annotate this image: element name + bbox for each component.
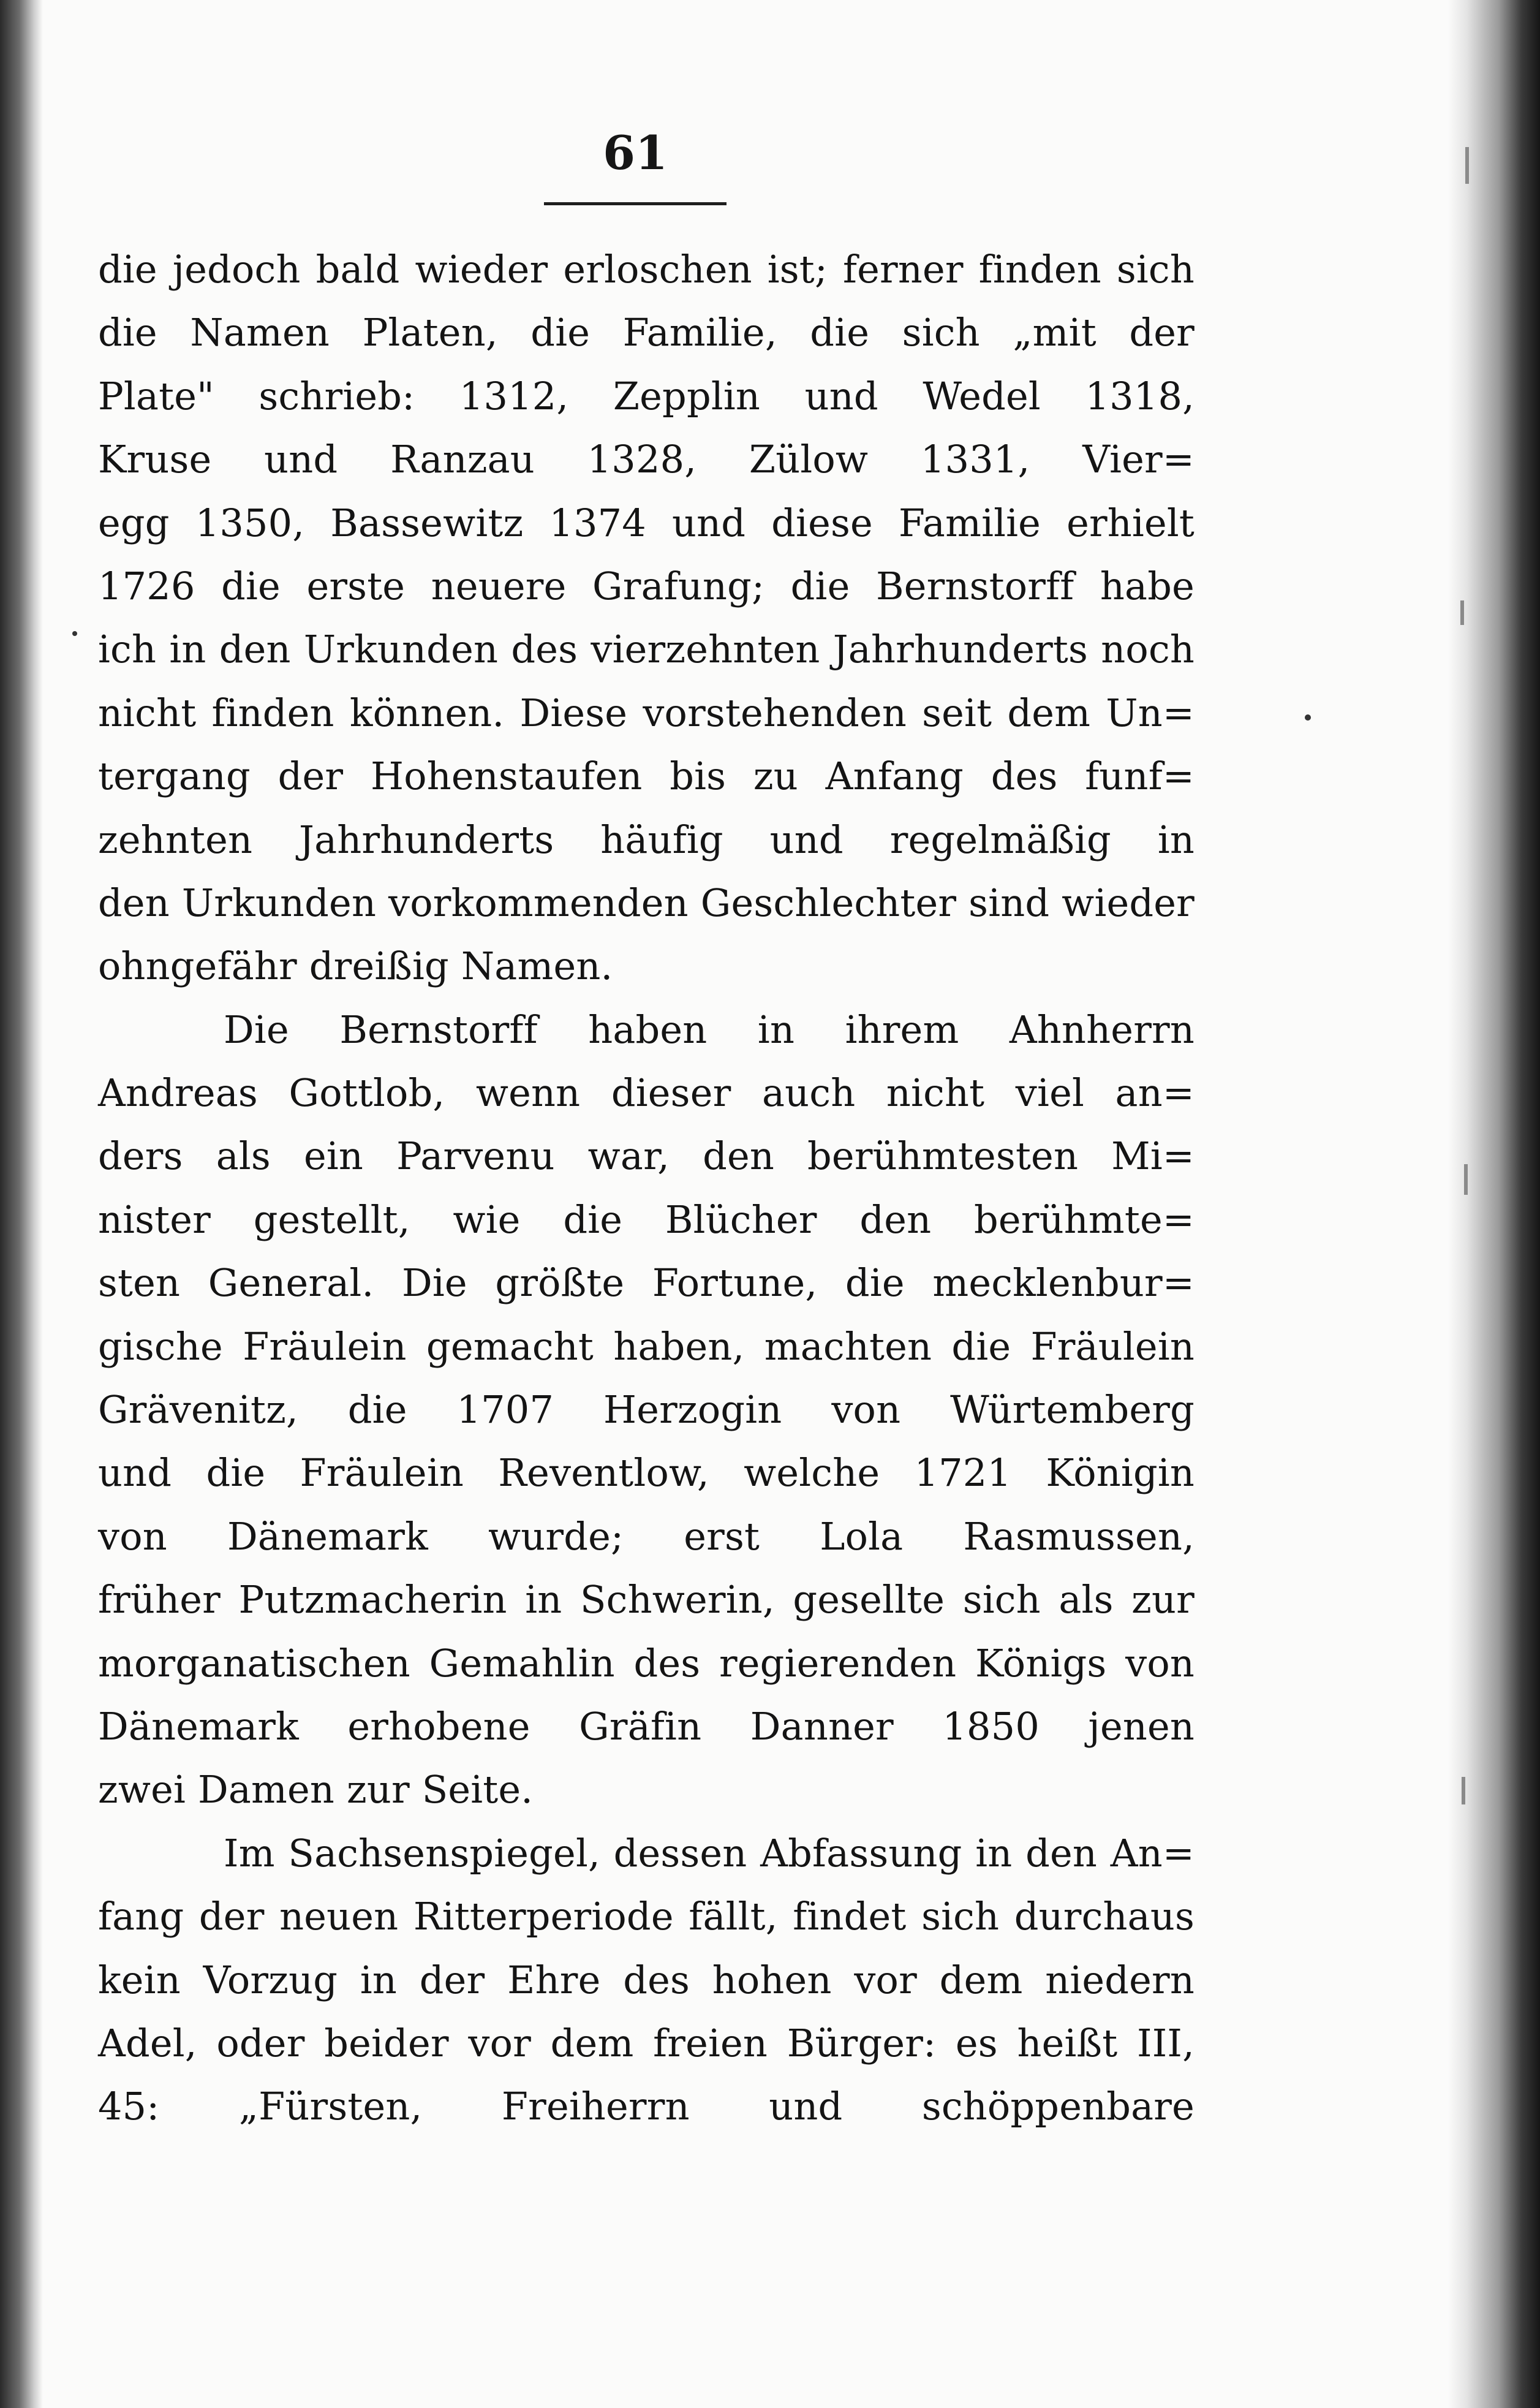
ink-speck [1305, 714, 1311, 721]
text-line: Plate" schrieb: 1312, Zepplin und Wedel 1318, [98, 373, 1195, 418]
bleed-through-mark [1460, 600, 1464, 625]
text-line: die Namen Platen, die Familie, die sich „mit der [98, 310, 1195, 355]
text-line: den Urkunden vorkommenden Geschlechter sind wieder [98, 880, 1195, 925]
text-line: von Dänemark wurde; erst Lola Rasmussen, [98, 1513, 1195, 1559]
text-line: kein Vorzug in der Ehre des hohen vor dem niedern [98, 1957, 1195, 2002]
text-line: 45: „Fürsten, Freiherrn und schöppenbare [98, 2084, 1195, 2129]
text-line: gische Fräulein gemacht haben, machten die Fräulein [98, 1323, 1195, 1369]
text-line: 1726 die erste neuere Grafung; die Bernstorff habe [98, 563, 1195, 608]
text-line: Andreas Gottlob, wenn dieser auch nicht viel an= [98, 1070, 1195, 1116]
text-line: ders als ein Parvenu war, den berühmtesten Mi= [98, 1134, 1195, 1179]
scan-edge-right [1448, 0, 1540, 2408]
text-line: ohngefähr dreißig Namen. [98, 944, 613, 989]
text-line: morganatischen Gemahlin des regierenden Königs von [98, 1640, 1195, 1686]
text-line: sten General. Die größte Fortune, die mecklenbur= [98, 1260, 1195, 1306]
text-line: die jedoch bald wieder erloschen ist; ferner finden sich [98, 247, 1195, 292]
text-line: fang der neuen Ritterperiode fällt, findet sich durchaus [98, 1894, 1195, 1939]
text-line: Die Bernstorff haben in ihrem Ahnherrn [224, 1007, 1195, 1052]
page-number: 61 [603, 126, 668, 180]
ink-speck [72, 631, 77, 636]
text-line: Im Sachsenspiegel, dessen Abfassung in den An= [224, 1830, 1195, 1876]
bleed-through-mark [1465, 147, 1469, 184]
text-line: zehnten Jahrhunderts häufig und regelmäßig in [98, 817, 1195, 862]
page-number-rule [544, 202, 727, 205]
text-line: zwei Damen zur Seite. [98, 1767, 534, 1812]
scan-edge-left [0, 0, 43, 2408]
text-line: nicht finden können. Diese vorstehenden seit dem Un= [98, 690, 1195, 735]
text-line: früher Putzmacherin in Schwerin, gesellte sich als zur [98, 1577, 1195, 1622]
text-line: egg 1350, Bassewitz 1374 und diese Familie erhielt [98, 500, 1195, 545]
bleed-through-mark [1462, 1777, 1465, 1804]
text-line: tergang der Hohenstaufen bis zu Anfang des funf= [98, 754, 1195, 799]
body-text [98, 238, 1195, 2138]
text-line: ich in den Urkunden des vierzehnten Jahrhunderts noch [98, 627, 1195, 672]
text-line: und die Fräulein Reventlow, welche 1721 Königin [98, 1450, 1195, 1496]
text-line: Adel, oder beider vor dem freien Bürger: es heißt III, [98, 2020, 1195, 2065]
text-line: Dänemark erhobene Gräfin Danner 1850 jenen [98, 1703, 1195, 1749]
text-line: Kruse und Ranzau 1328, Zülow 1331, Vier= [98, 437, 1195, 482]
text-line: Grävenitz, die 1707 Herzogin von Würtemberg [98, 1387, 1195, 1433]
bleed-through-mark [1464, 1164, 1468, 1195]
text-line: nister gestellt, wie die Blücher den berühmte= [98, 1197, 1195, 1242]
